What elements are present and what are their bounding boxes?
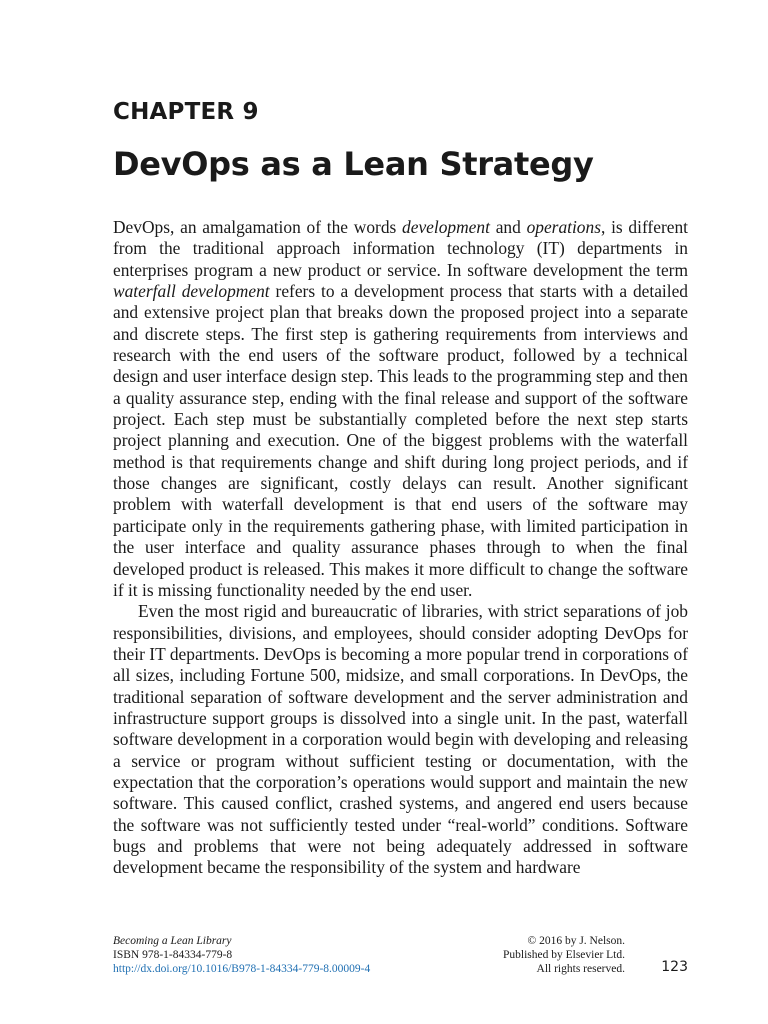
chapter-label: CHAPTER 9 xyxy=(113,99,259,125)
book-title: Becoming a Lean Library xyxy=(113,935,232,947)
page-number: 123 xyxy=(661,959,688,975)
italic-term: waterfall development xyxy=(113,281,270,302)
doi-link[interactable]: http://dx.doi.org/10.1016/B978-1-84334-779-8.00009-4 xyxy=(113,963,371,975)
footer-citation xyxy=(113,934,370,976)
copyright-line: © 2016 by J. Nelson. xyxy=(527,935,625,947)
isbn: ISBN 978-1-84334-779-8 xyxy=(113,949,233,961)
italic-term: operations xyxy=(526,217,601,237)
chapter-title: DevOps as a Lean Strategy xyxy=(113,145,594,183)
footer-copyright xyxy=(503,934,625,976)
paragraph-1: DevOps, an amalgamation of the words development and operations, is different from the traditional approach information technology (IT) departments in enterprises program a new product or service. In software development the term waterfall development refers to a development process that starts with a detailed and extensive project plan that breaks down the proposed project into a separate and discrete steps. The first step is gathering requirements from interviews and research with the end users of the software product, followed by a technical design and user interface design step. This leads to the programming step and then a quality assurance step, ending with the final release and support of the software project. Each step must be substantially completed before the next step starts project planning and execution. One of the biggest problems with the waterfall method is that requirements change and shift during long project periods, and if those changes are significant, costly delays can result. Another significant problem with waterfall development is that end users of the software may participate only in the requirements gathering phase, with limited participation in the user interface and quality assurance phases through to when the final developed product is released. This makes it more difficult to change the software if it is missing functionality needed by the end user. xyxy=(113,217,689,600)
italic-term: development xyxy=(402,217,490,237)
body-text xyxy=(113,217,688,879)
paragraph-2: Even the most rigid and bureaucratic of libraries, with strict separations of job responsibilities, divisions, and employees, should consider adopting DevOps for their IT departments. DevOps is becoming a more popular trend in corporations of all sizes, including Fortune 500, midsize, and small corporations. In DevOps, the traditional separation of software development and the server administration and infrastructure support groups is dissolved into a single unit. In the past, waterfall software development in a corporation would begin with developing and releasing a service or program without sufficient testing or documentation, with the expectation that the corporation’s operations would support and maintain the new software. This caused conflict, crashed systems, and angered end users because the software was not sufficiently tested under “real-world” conditions. Software bugs and problems that were not being adequately addressed in software development became the responsibility of the system and hardware xyxy=(113,601,688,878)
rights-line: All rights reserved. xyxy=(536,963,625,975)
publisher-line: Published by Elsevier Ltd. xyxy=(502,949,625,961)
